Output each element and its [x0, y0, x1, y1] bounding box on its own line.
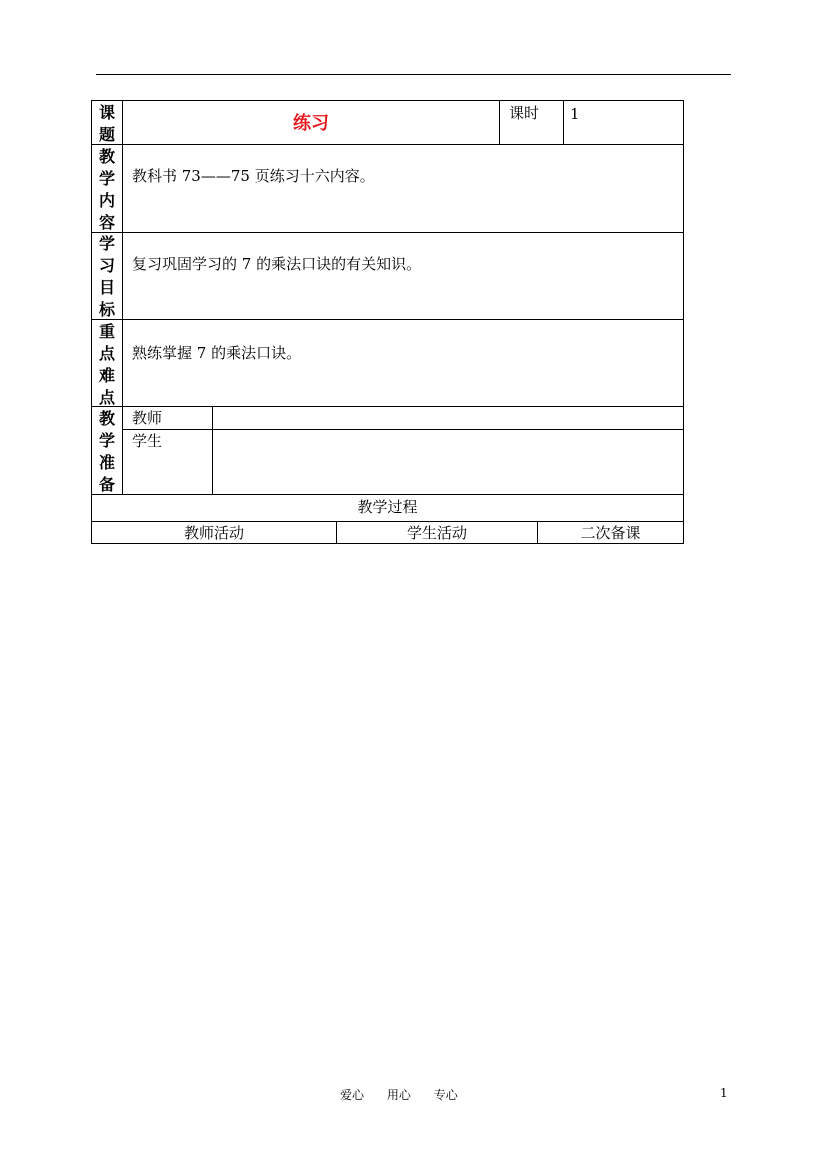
key-points-text-cell — [122, 319, 684, 407]
goals-label: 学习目标 — [98, 234, 115, 319]
content-label-cell — [91, 144, 123, 233]
student-activity-header: 学生活动 — [406, 524, 467, 542]
student-value-cell — [212, 429, 684, 495]
teacher-label-cell — [122, 406, 213, 430]
process-heading-cell — [91, 494, 684, 522]
content-text: 教科书 73——75 页练习十六内容。 — [132, 167, 375, 185]
student-label: 学生 — [132, 432, 163, 450]
second-prep-cell — [537, 521, 684, 544]
preparation-label: 教学准备 — [98, 409, 115, 494]
periods-value: 1 — [570, 105, 580, 123]
header-rule — [96, 74, 731, 75]
lesson-title: 练习 — [293, 113, 329, 134]
teacher-label: 教师 — [132, 409, 163, 427]
preparation-label-cell — [91, 406, 123, 495]
topic-label: 课题 — [98, 103, 115, 144]
goals-text-cell — [122, 232, 684, 320]
topic-label-cell — [91, 100, 123, 145]
process-heading: 教学过程 — [357, 498, 418, 516]
periods-label: 课时 — [509, 104, 540, 122]
page-number: 1 — [720, 1086, 728, 1100]
student-label-cell — [122, 429, 213, 495]
goals-label-cell — [91, 232, 123, 320]
key-points-text: 熟练掌握 7 的乘法口诀。 — [132, 344, 302, 362]
footer-motto: 爱心 用心 专心 — [340, 1088, 458, 1102]
student-activity-cell — [336, 521, 538, 544]
periods-label-cell — [499, 100, 564, 145]
topic-value-cell — [122, 100, 500, 145]
content-text-cell — [122, 144, 684, 233]
lesson-plan-table — [91, 100, 684, 544]
key-points-label-cell — [91, 319, 123, 407]
periods-value-cell — [563, 100, 684, 145]
content-label: 教学内容 — [98, 147, 115, 232]
second-prep-header: 二次备课 — [580, 524, 641, 542]
goals-text: 复习巩固学习的 7 的乘法口诀的有关知识。 — [132, 255, 422, 273]
key-points-label: 重点难点 — [98, 322, 115, 407]
teacher-activity-cell — [91, 521, 337, 544]
teacher-value-cell — [212, 406, 684, 430]
teacher-activity-header: 教师活动 — [183, 524, 244, 542]
